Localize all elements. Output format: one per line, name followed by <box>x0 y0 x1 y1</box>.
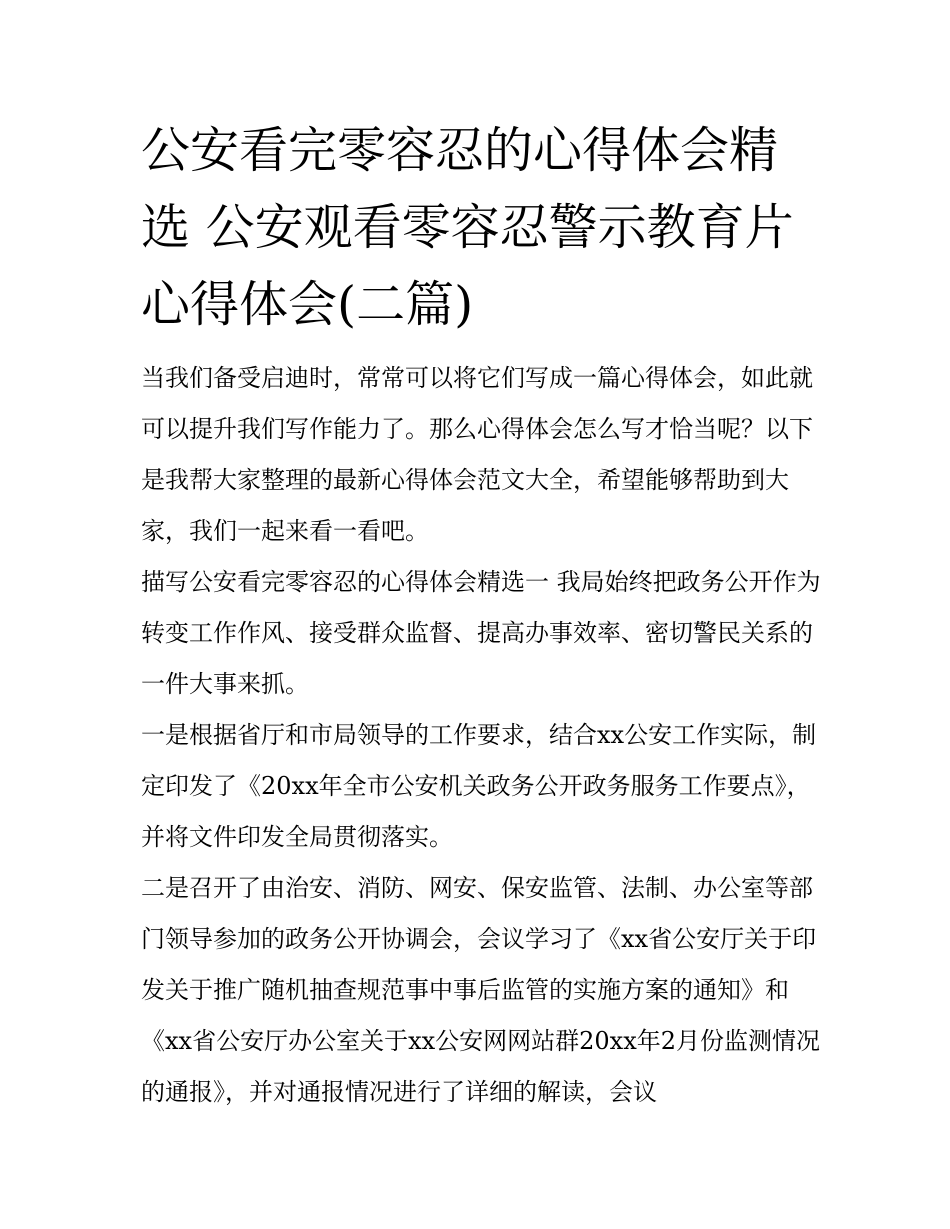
point-one-paragraph: 一是根据省厅和市局领导的工作要求，结合xx公安工作实际，制定印发了《20xx年全市公安机关政务公开政务服务工作要点》，并将文件印发全局贯彻落实。 <box>141 721 817 851</box>
document-title: 公安看完零容忍的心得体会精选 公安观看零容忍警示教育片心得体会(二篇) <box>141 122 794 333</box>
intro-paragraph: 当我们备受启迪时，常常可以将它们写成一篇心得体会，如此就可以提升我们写作能力了。那么心得体会怎么写才恰当呢？以下是我帮大家整理的最新心得体会范文大全，希望能够帮助到大家，我们一起来看一看吧。 <box>141 364 813 545</box>
point-two-paragraph: 二是召开了由治安、消防、网安、保安监管、法制、办公室等部门领导参加的政务公开协调会，会议学习了《xx省公安厅关于印发关于推广随机抽查规范事中事后监管的实施方案的通知》和《xx省公安厅办公室关于xx公安网网站群20xx年2月份监测情况的通报》，并对通报情况进行了详细的解读，会议 <box>141 874 821 1106</box>
document-body <box>141 112 821 1118</box>
section-one-paragraph: 描写公安看完零容忍的心得体会精选一 我局始终把政务公开作为转变工作作风、接受群众监督、提高办事效率、密切警民关系的一件大事来抓。 <box>141 568 821 698</box>
